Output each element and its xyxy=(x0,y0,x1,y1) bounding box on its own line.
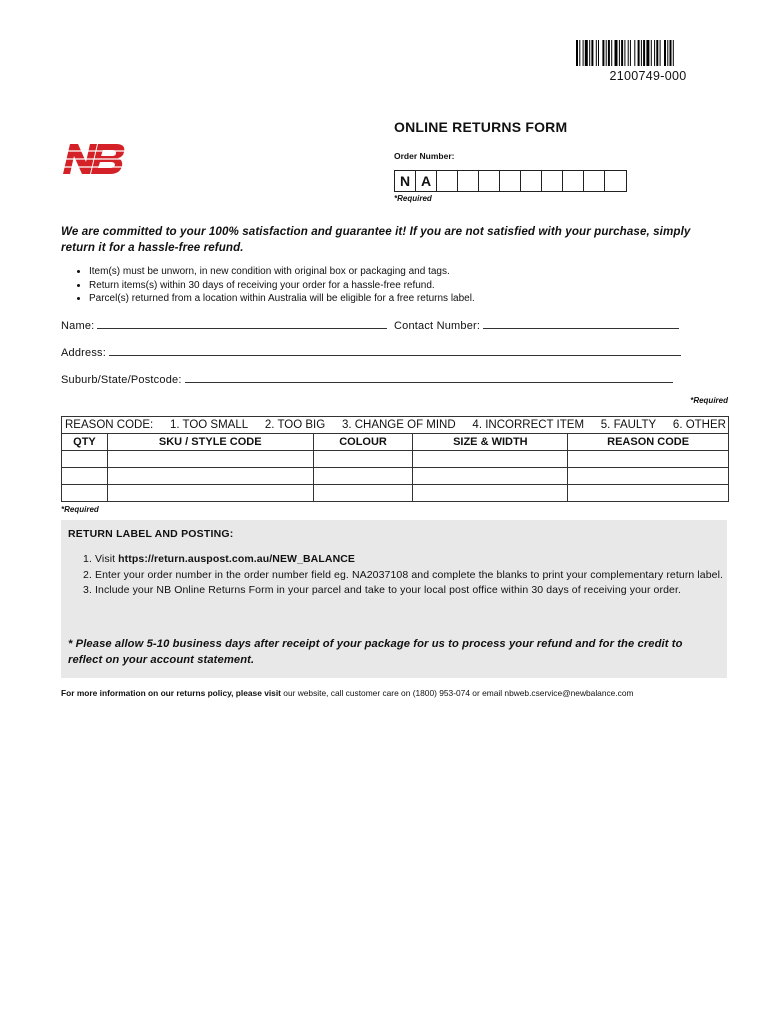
step-item: 2. Enter your order number in the order number field eg. NA2037108 and complete the blanks to print your complementary return label. xyxy=(95,568,725,584)
footer-bold: For more information on our returns policy, please visit xyxy=(61,688,281,698)
order-digit-box[interactable] xyxy=(584,171,605,191)
reason-code-label: REASON CODE: xyxy=(65,419,154,431)
return-steps xyxy=(78,552,725,599)
table-row xyxy=(62,468,729,485)
col-size: SIZE & WIDTH xyxy=(413,434,568,451)
order-prefix-n: N xyxy=(395,171,416,191)
col-qty: QTY xyxy=(62,434,108,451)
footer-info xyxy=(61,688,633,698)
step1-prefix: Visit xyxy=(95,553,119,565)
order-digit-box[interactable] xyxy=(521,171,542,191)
order-digit-box[interactable] xyxy=(458,171,479,191)
suburb-field-row xyxy=(61,372,673,386)
order-required-note: *Required xyxy=(394,194,432,203)
reason-cell[interactable] xyxy=(568,468,729,485)
address-label: Address: xyxy=(61,347,107,359)
qty-cell[interactable] xyxy=(62,451,108,468)
size-cell[interactable] xyxy=(413,451,568,468)
returns-table xyxy=(61,416,729,502)
size-cell[interactable] xyxy=(413,468,568,485)
order-digit-box[interactable] xyxy=(542,171,563,191)
reason-code-4: 4. INCORRECT ITEM xyxy=(472,419,585,431)
table-row xyxy=(62,451,729,468)
step-item xyxy=(95,552,725,568)
order-number-label: Order Number: xyxy=(394,151,455,161)
col-sku: SKU / STYLE CODE xyxy=(107,434,313,451)
order-digit-box[interactable] xyxy=(605,171,626,191)
table-header-row xyxy=(62,434,729,451)
col-reason: REASON CODE xyxy=(568,434,729,451)
order-digit-box[interactable] xyxy=(563,171,584,191)
reason-code-5: 5. FAULTY xyxy=(600,419,657,431)
address-input-line[interactable] xyxy=(109,345,681,356)
suburb-label: Suburb/State/Postcode: xyxy=(61,374,182,386)
sku-cell[interactable] xyxy=(107,451,313,468)
suburb-input-line[interactable] xyxy=(185,372,673,383)
sku-cell[interactable] xyxy=(107,485,313,502)
contact-field-row xyxy=(394,318,679,332)
reason-code-3: 3. CHANGE OF MIND xyxy=(341,419,456,431)
order-digit-box[interactable] xyxy=(479,171,500,191)
reason-codes-row xyxy=(61,416,729,433)
form-title: ONLINE RETURNS FORM xyxy=(394,119,568,135)
reason-code-2: 2. TOO BIG xyxy=(264,419,326,431)
condition-item: • Parcel(s) returned from a location within Australia will be eligible for a free returns label. xyxy=(89,292,729,306)
contact-label: Contact Number: xyxy=(394,320,481,332)
fields-required-note: *Required xyxy=(690,396,728,405)
order-number-grid[interactable] xyxy=(394,170,627,192)
return-label-title: RETURN LABEL AND POSTING: xyxy=(68,528,234,540)
conditions-list xyxy=(73,265,729,306)
condition-item: • Item(s) must be unworn, in new condition with original box or packaging and tags. xyxy=(89,265,729,279)
colour-cell[interactable] xyxy=(313,485,413,502)
auspost-link[interactable]: https://return.auspost.com.au/NEW_BALANCE xyxy=(118,553,356,565)
name-field-row xyxy=(61,318,387,332)
name-label: Name: xyxy=(61,320,95,332)
commitment-statement: We are committed to your 100% satisfaction and guarantee it! If you are not satisfied with your purchase, simply return it for a hassle-free refund. xyxy=(61,225,691,254)
colour-cell[interactable] xyxy=(313,451,413,468)
table-required-note: *Required xyxy=(61,505,99,514)
barcode-number: 2100749-000 xyxy=(609,69,687,83)
reason-code-1: 1. TOO SMALL xyxy=(169,419,249,431)
order-digit-box[interactable] xyxy=(500,171,521,191)
reason-code-6: 6. OTHER xyxy=(672,419,726,431)
barcode-graphic xyxy=(576,40,720,66)
footer-contact: our website, call customer care on (1800) 953-074 or email nbweb.cservice@newbalance.com xyxy=(280,688,634,698)
name-input-line[interactable] xyxy=(97,318,387,329)
col-colour: COLOUR xyxy=(313,434,413,451)
reason-cell[interactable] xyxy=(568,451,729,468)
order-prefix-a: A xyxy=(416,171,437,191)
qty-cell[interactable] xyxy=(62,468,108,485)
step-item: 3. Include your NB Online Returns Form in your parcel and take to your local post office within 30 days of receiving your order. xyxy=(95,583,725,599)
sku-cell[interactable] xyxy=(107,468,313,485)
condition-item: • Return items(s) within 30 days of receiving your order for a hassle-free refund. xyxy=(89,279,729,293)
reason-cell[interactable] xyxy=(568,485,729,502)
qty-cell[interactable] xyxy=(62,485,108,502)
table-row xyxy=(62,485,729,502)
order-digit-box[interactable] xyxy=(437,171,458,191)
contact-input-line[interactable] xyxy=(483,318,679,329)
processing-time-note: * Please allow 5-10 business days after receipt of your package for us to process your refund and for the credit to reflect on your account statement. xyxy=(68,638,683,666)
returns-grid xyxy=(61,433,729,502)
nb-logo xyxy=(60,142,126,176)
colour-cell[interactable] xyxy=(313,468,413,485)
address-field-row xyxy=(61,345,681,359)
size-cell[interactable] xyxy=(413,485,568,502)
